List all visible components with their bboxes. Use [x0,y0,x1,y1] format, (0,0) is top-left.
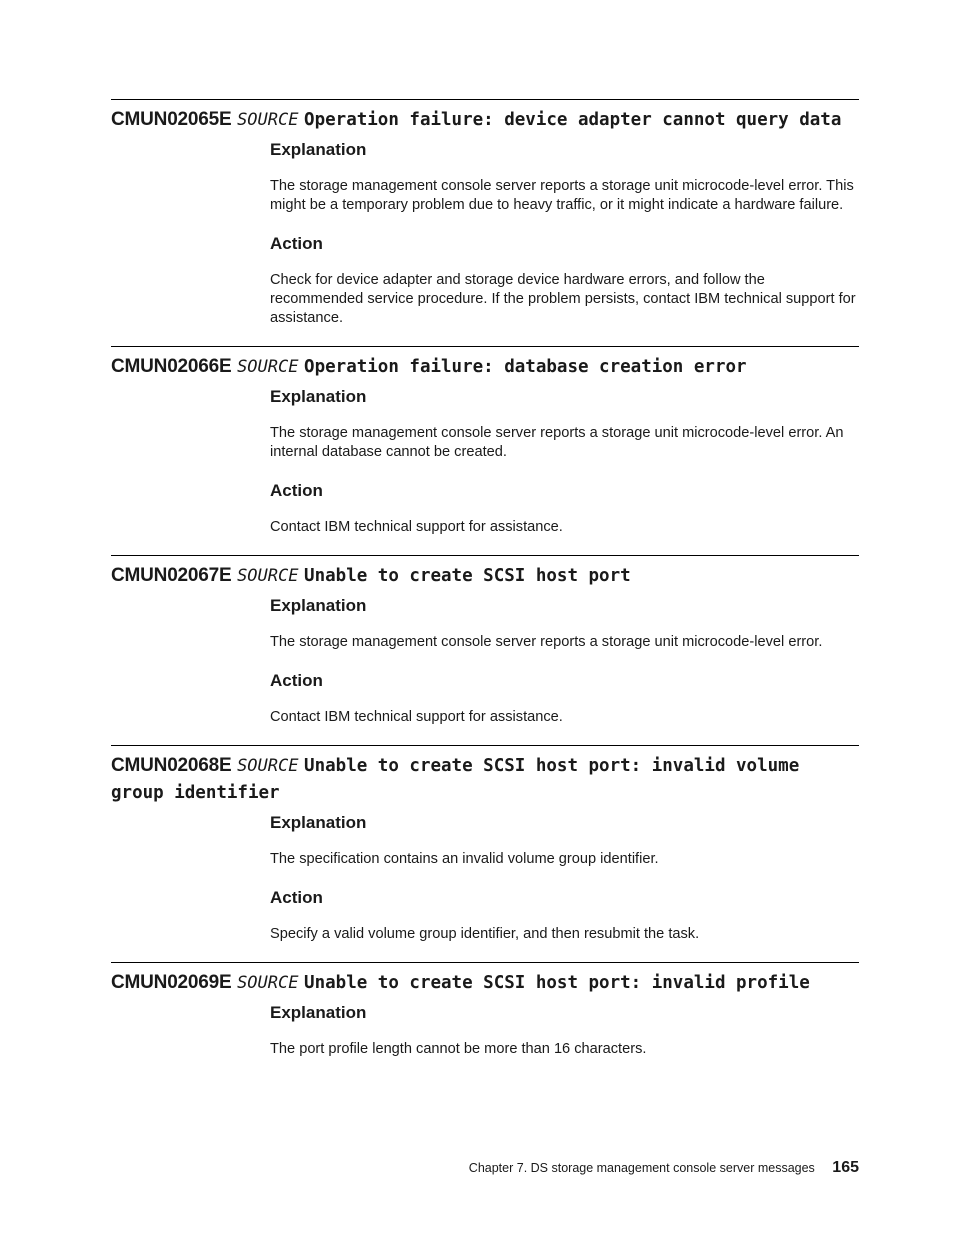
message-title: Operation failure: device adapter cannot query data [304,110,842,130]
message-heading [111,106,859,133]
action-heading: Action [270,888,323,907]
message-cmun02068e [111,745,859,944]
message-source: SOURCE [237,756,299,776]
message-title: Operation failure: database creation error [304,357,747,377]
explanation-text: The storage management console server reports a storage unit microcode-level error. [270,634,823,650]
footer-chapter-title: Chapter 7. DS storage management console server messages [468,1161,815,1175]
message-cmun02065e [111,99,859,328]
message-title: Unable to create SCSI host port [304,566,631,586]
explanation-heading: Explanation [270,140,367,159]
message-source: SOURCE [237,973,299,993]
explanation-heading: Explanation [270,813,367,832]
message-body [270,139,860,328]
message-heading [111,752,859,806]
action-heading: Action [270,234,323,253]
message-body [270,1002,860,1059]
message-source: SOURCE [237,110,299,130]
explanation-text: The specification contains an invalid volume group identifier. [270,851,659,867]
message-source: SOURCE [237,566,299,586]
message-heading [111,353,859,380]
explanation-heading: Explanation [270,387,367,406]
message-cmun02069e [111,962,859,1059]
message-id: CMUN02067E [111,565,232,586]
message-body [270,812,860,944]
explanation-text: The storage management console server reports a storage unit microcode-level error. This might be a temporary problem due to heavy traffic, or it might indicate a hardware failure. [270,178,854,213]
explanation-text: The port profile length cannot be more than 16 characters. [270,1041,647,1057]
message-heading [111,562,859,589]
message-source: SOURCE [237,357,299,377]
document-page [111,99,859,1073]
page-footer [469,1159,859,1177]
message-id: CMUN02066E [111,356,232,377]
action-text: Specify a valid volume group identifier, and then resubmit the task. [270,926,700,942]
message-heading [111,969,859,996]
action-text: Check for device adapter and storage device hardware errors, and follow the recommended service procedure. If the problem persists, contact IBM technical support for assistance. [270,272,856,326]
action-heading: Action [270,481,323,500]
action-text: Contact IBM technical support for assistance. [270,709,563,725]
explanation-heading: Explanation [270,596,367,615]
page-number: 165 [832,1159,859,1176]
message-cmun02066e [111,346,859,537]
action-text: Contact IBM technical support for assistance. [270,519,563,535]
action-heading: Action [270,671,323,690]
message-title: Unable to create SCSI host port: invalid profile [304,973,810,993]
message-body [270,595,860,727]
explanation-text: The storage management console server reports a storage unit microcode-level error. An internal database cannot be created. [270,425,844,460]
message-id: CMUN02069E [111,972,232,993]
message-title: Unable to create SCSI host port: invalid volume group identifier [111,756,800,803]
message-body [270,386,860,537]
message-id: CMUN02068E [111,755,232,776]
explanation-heading: Explanation [270,1003,367,1022]
message-cmun02067e [111,555,859,727]
message-id: CMUN02065E [111,109,232,130]
